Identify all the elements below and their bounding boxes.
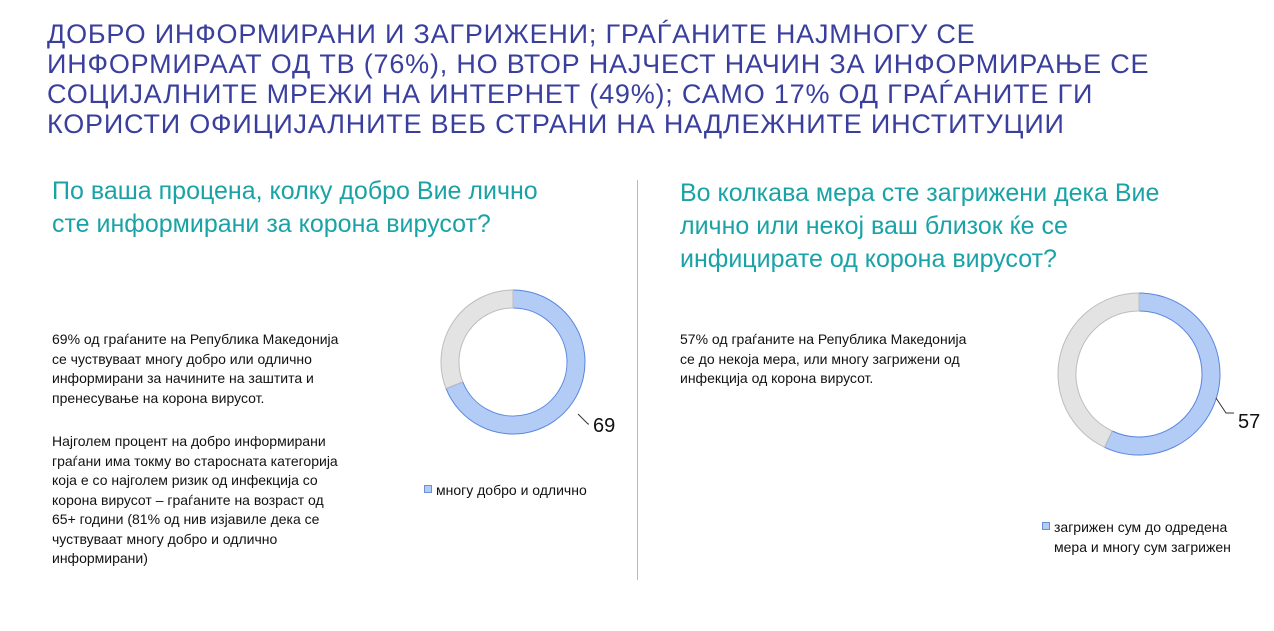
text-line: информирани за начините на заштита и [52, 370, 314, 386]
donut-segment-remainder [1058, 293, 1139, 447]
text-line: 65+ години (81% од нив изјавиле дека се [52, 511, 320, 527]
page-title-line: СОЦИЈАЛНИТЕ МРЕЖИ НА ИНТЕРНЕТ (49%); САМО 17% ОД ГРАЃАНИТЕ ГИ [47, 79, 1094, 109]
data-label: 69 [593, 415, 616, 437]
right-question-line: Во колкава мера сте загрижени дека Вие [680, 179, 1160, 207]
text-line: информирани) [52, 550, 148, 566]
donut-segment-series [1105, 293, 1220, 455]
page-title-line: ДОБРО ИНФОРМИРАНИ И ЗАГРИЖЕНИ; ГРАЃАНИТЕ НАЈМНОГУ СЕ [47, 19, 976, 49]
legend-label-line: загрижен сум до одредена [1054, 519, 1228, 535]
text-line: граѓани има токму во старосната категорија [52, 452, 338, 469]
text-line: пренесување на корона вирусот. [52, 389, 265, 406]
legend-swatch [1042, 522, 1050, 530]
page-title-line: ИНФОРМИРААТ ОД ТВ (76%), НО ВТОР НАЈЧЕСТ НАЧИН ЗА ИНФОРМИРАЊЕ СЕ [47, 49, 1150, 79]
right-question-line: лично или некој ваш близок ќе се [680, 212, 1068, 240]
text-line: се до некоја мера, или многу загрижени од [680, 350, 960, 367]
text-line: корона вирусот – граѓаните на возраст од [52, 491, 324, 508]
text-line: 57% од граѓаните на Република Македонија [680, 331, 967, 347]
legend-label-line: мера и многу сум загрижен [1054, 539, 1231, 555]
text-line: инфекција од корона вирусот. [680, 370, 874, 386]
legend-worried [1042, 517, 1231, 557]
text-line: Најголем процент на добро информирани [52, 433, 326, 449]
data-label-leader [1216, 398, 1234, 413]
text-line: која е со најголем ризик од инфекција со [52, 472, 318, 488]
text-line: се чуствуваат многу добро или одлично [52, 350, 312, 367]
text-line: чуствуваат многу добро и одлично [52, 530, 278, 547]
right-question-line: инфицирате од корона вирусот? [680, 245, 1057, 273]
page-title-line: КОРИСТИ ОФИЦИЈАЛНИТЕ ВЕБ СТРАНИ НА НАДЛЕЖНИТЕ ИНСТИТУЦИИ [47, 109, 1065, 139]
text-line: 69% од граѓаните на Република Македонија [52, 331, 339, 347]
left-question-line: сте информирани за корона вирусот? [52, 210, 491, 238]
legend-label-line: многу добро и одлично [436, 482, 587, 498]
data-label: 57 [1238, 411, 1261, 433]
legend-label [1042, 517, 1231, 557]
left-question-line: По ваша процена, колку добро Вие лично [52, 177, 538, 205]
